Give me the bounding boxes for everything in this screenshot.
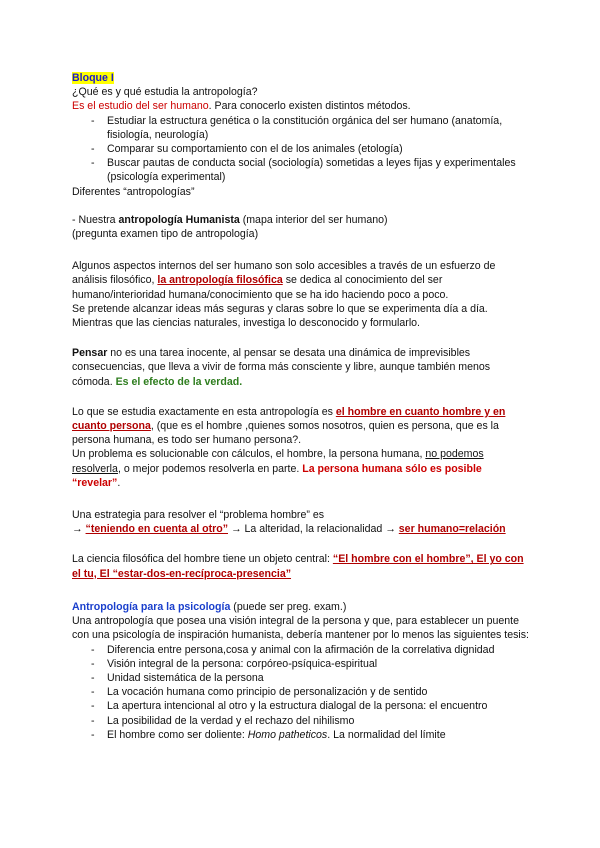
- list-item: - Diferencia entre persona,cosa y animal con la afirmación de la correlativa dignidad: [91, 643, 495, 656]
- block-title-text: Bloque I: [72, 72, 114, 84]
- list-item: - Unidad sistemática de la persona: [91, 671, 264, 684]
- aspectos-line3: Mientras que las ciencias naturales, investiga lo desconocido y formularlo.: [72, 317, 421, 330]
- document-page: [72, 71, 532, 742]
- definition: Es el estudio del ser humano. Para conocerlo existen distintos métodos.: [72, 100, 411, 113]
- hombre-paragraph-2: Un problema es solucionable con cálculos, el hombre, la persona humana, no podemos resolverla, o mejor podemos resolverla en parte. La persona humana sólo es posible “revelar”.: [72, 448, 484, 489]
- psicologia-title: Antropología para la psicología (puede ser preg. exam.): [72, 600, 347, 613]
- list-item: - Buscar pautas de conducta social (sociología) sometidas a leyes fijas y experimentales (psicología experimental): [91, 157, 516, 184]
- estrategia-arrow-line: → “teniendo en cuenta al otro” → La alteridad, la relacionalidad → ser humano=relación: [72, 523, 506, 536]
- estrategia-line: Una estrategia para resolver el “problema hombre” es: [72, 509, 325, 522]
- list-item: - La vocación humana como principio de personalización y de sentido: [91, 686, 428, 699]
- antropologia-filosofica-highlight: la antropología filosófica: [157, 274, 283, 287]
- block-title: [72, 71, 532, 85]
- pensar-paragraph: Pensar no es una tarea inocente, al pensar se desata una dinámica de imprevisibles consecuencias, que lleva a vivir de forma más consciente y libre, aunque también menos cómoda. Es el efecto de la verdad.: [72, 347, 491, 388]
- question: ¿Qué es y qué estudia la antropología?: [72, 86, 258, 99]
- list-item: - El hombre como ser doliente: Homo patheticos. La normalidad del límite: [91, 728, 446, 741]
- tesis-list: [72, 643, 532, 742]
- list-item: - Visión integral de la persona: corpóreo-psíquica-espiritual: [91, 657, 378, 670]
- aspectos-paragraph: Algunos aspectos internos del ser humano son solo accesibles a través de un esfuerzo de análisis filosófico, la antropología filosófica se dedica al conocimiento del ser humano/interioridad humana/conocimiento que se ha ido haciendo poco a poco.: [72, 260, 496, 301]
- humanista-note: (pregunta examen tipo de antropología): [72, 228, 259, 241]
- list-item: - La posibilidad de la verdad y el rechazo del nihilismo: [91, 714, 355, 727]
- diferentes-line: Diferentes “antropologías”: [72, 185, 195, 198]
- list-item: - Comparar su comportamiento con el de los animales (etología): [91, 143, 403, 156]
- list-item: - Estudiar la estructura genética o la constitución orgánica del ser humano (anatomía, fisiología, neurología): [91, 114, 503, 141]
- methods-list: [72, 114, 532, 185]
- list-item: - La apertura intencional al otro y la estructura dialogal de la persona: el encuentro: [91, 700, 488, 713]
- ciencia-paragraph: La ciencia filosófica del hombre tiene un objeto central: “El hombre con el hombre”, El yo con el tu, El “estar-dos-en-recíproca-presencia”: [72, 553, 524, 580]
- aspectos-line2: Se pretende alcanzar ideas más seguras y claras sobre lo que se experimenta día a día.: [72, 302, 488, 315]
- psicologia-intro: Una antropología que posea una visión integral de la persona y que, para establecer un puente con una psicología de inspiración humanista, debería mantener por lo menos las siguientes tesis:: [72, 615, 529, 642]
- hombre-paragraph: Lo que se estudia exactamente en esta antropología es el hombre en cuanto hombre y en cuanto persona, (que es el hombre ,quienes somos nosotros, quien es persona, que es la persona humana, es todo ser humano persona?.: [72, 405, 506, 447]
- humanista-line: - Nuestra antropología Humanista (mapa interior del ser humano): [72, 213, 388, 226]
